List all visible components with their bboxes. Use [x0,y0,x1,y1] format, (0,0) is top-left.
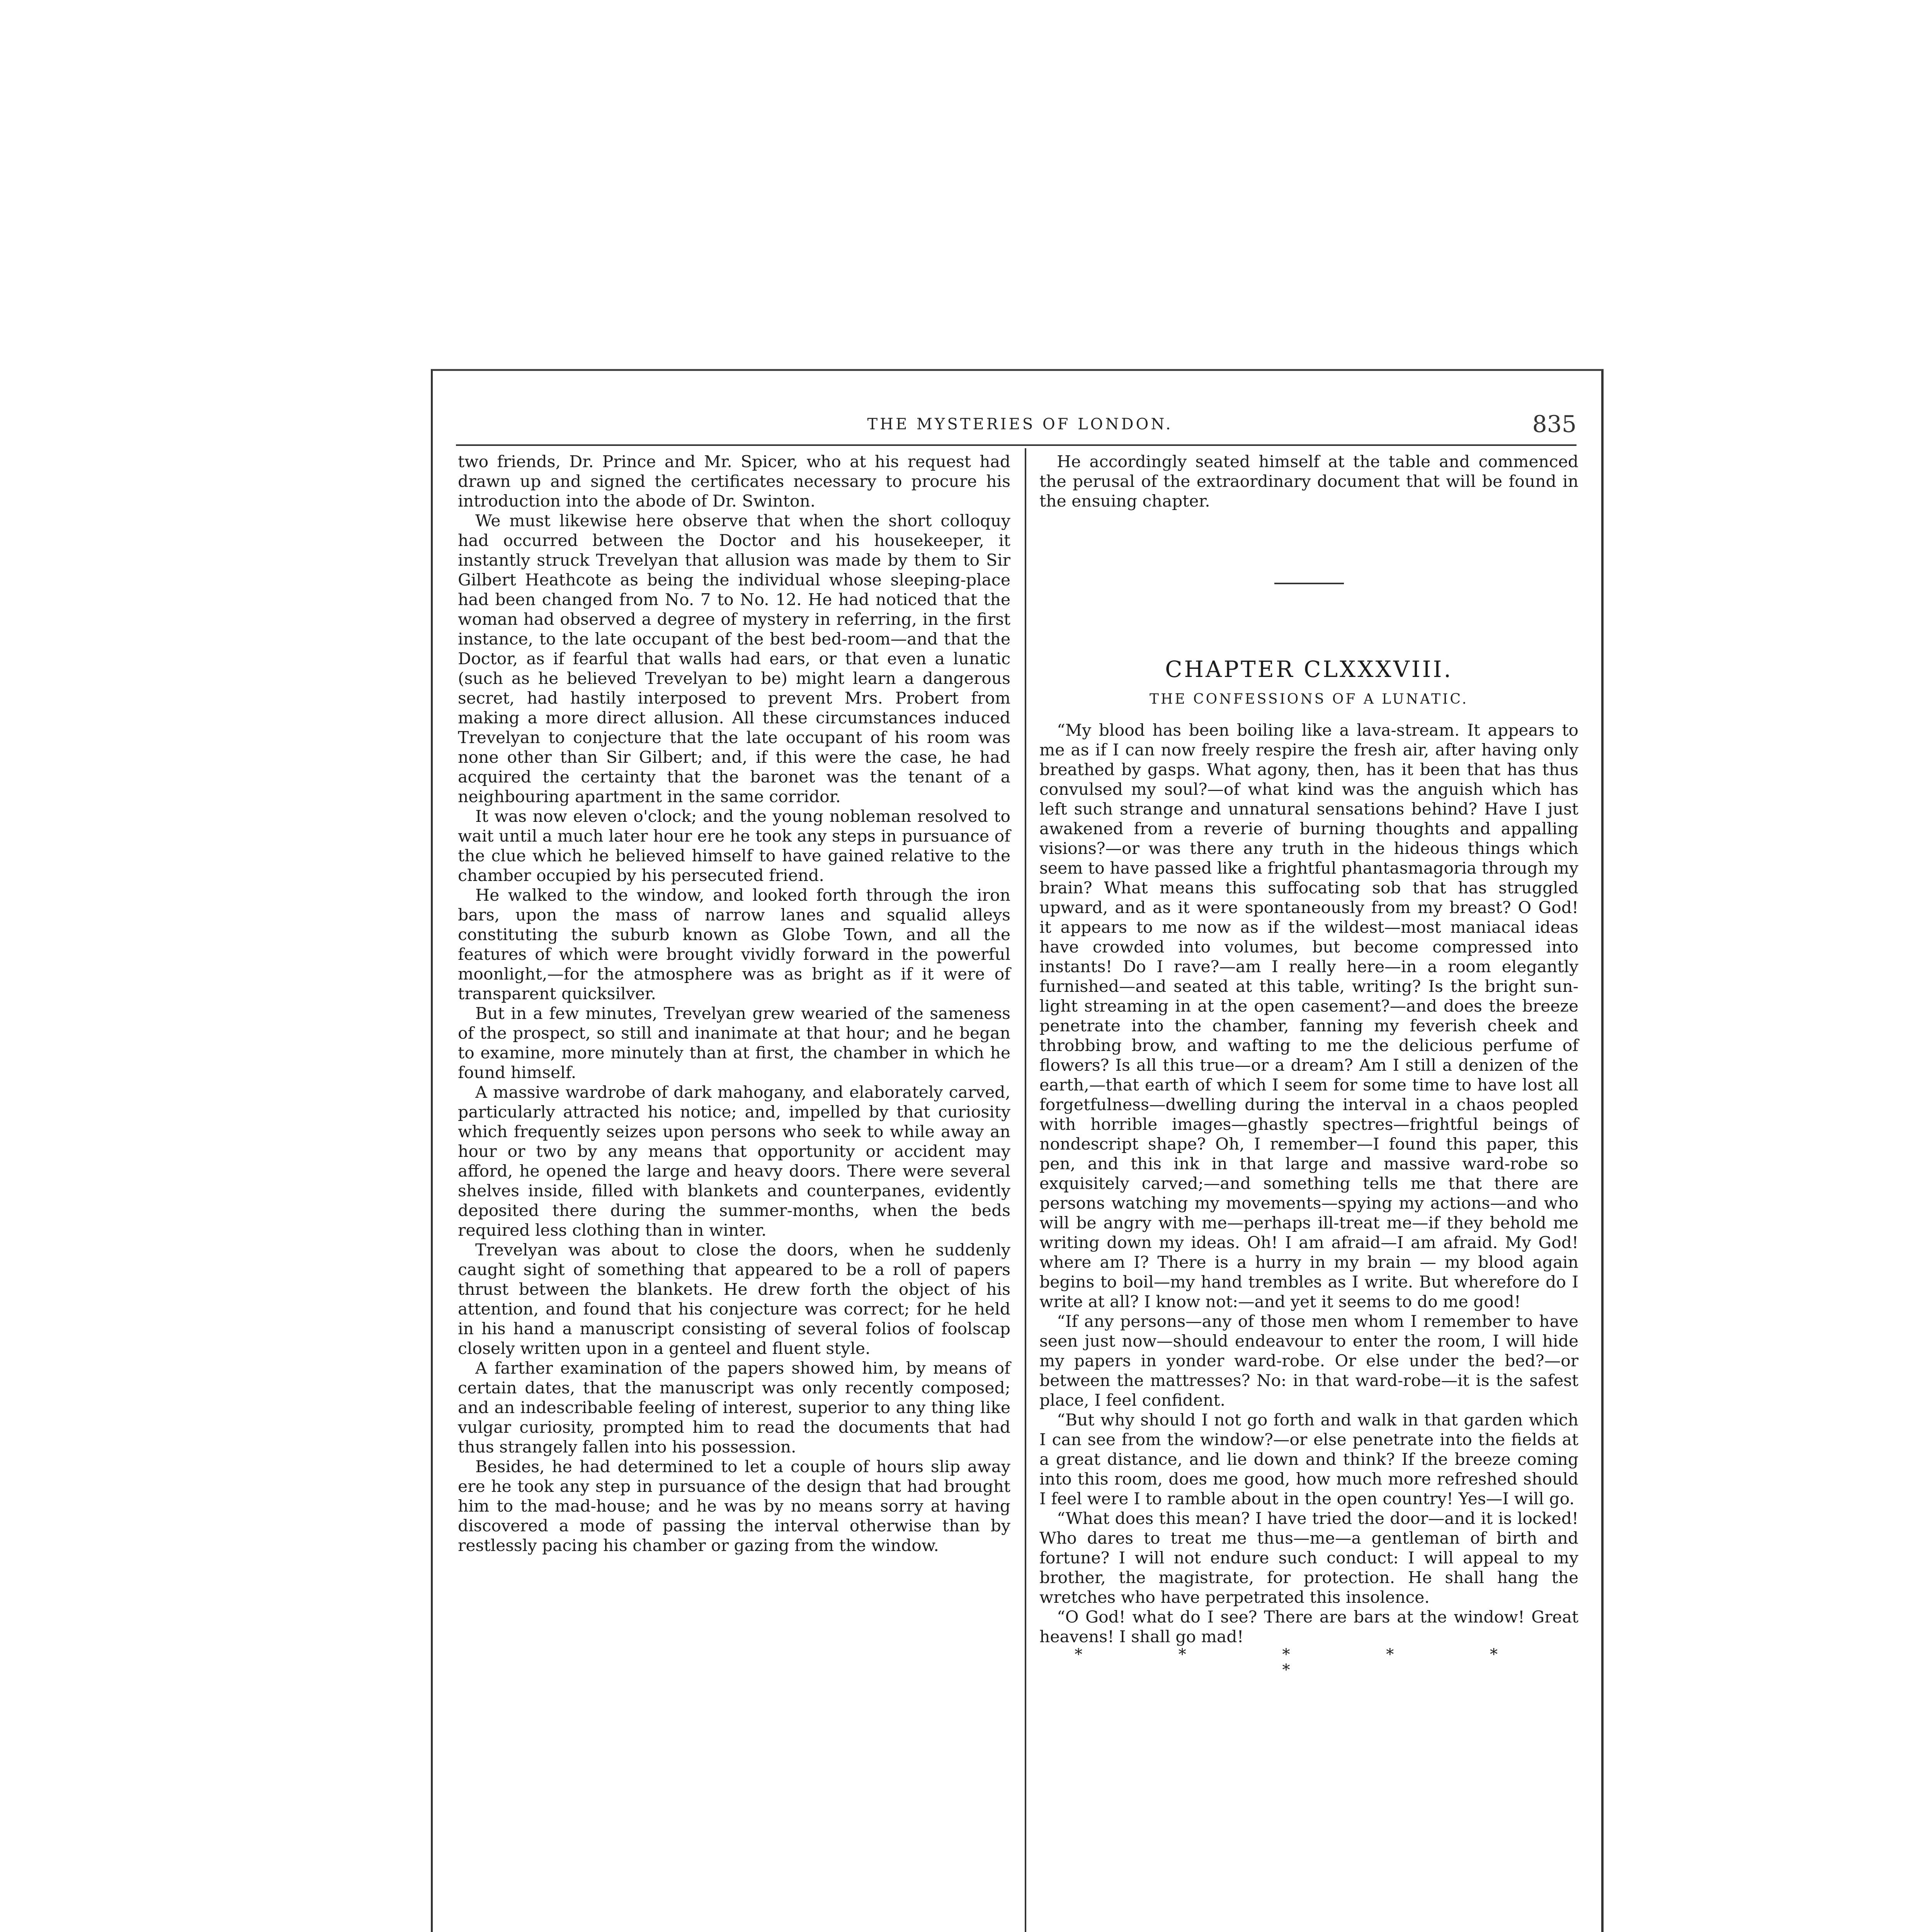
column-divider [1025,448,1026,1932]
paragraph: two friends, Dr. Prince and Mr. Spicer, who at his request had drawn up and signed the certificates necessary to procure his introduction into the abode of Dr. Swinton. [458,452,1010,511]
paragraph: We must likewise here observe that when the short colloquy had occurred between the Doctor and his housekeeper, it instantly struck Trevelyan that allusion was made by them to Sir Gilbert Heathcote as being the individual whose sleeping-place had been changed from No. 7 to No. 12. He had noticed that the woman had observed a degree of mystery in referring, in the first instance, to the late occupant of the best bed-room—and that the Doctor, as if fearful that walls had ears, or that even a lunatic (such as he believed Trevelyan to be) might learn a dangerous secret, had hastily interposed to prevent Mrs. Probert from making a more direct allusion. All these circumstances induced Trevelyan to conjecture that the late occupant of his room was none other than Sir Gilbert; and, if this were the case, he had acquired the certainty that the baronet was the tenant of a neighbouring apartment in the same corridor. [458,512,1010,806]
section-rule [1274,583,1344,584]
chapter-title: CHAPTER CLXXXVIII. [1165,656,1453,682]
intro-paragraph: He accordingly seated himself at the table and commenced the perusal of the extraordinary document that will be found in the ensuing chapter. [1039,452,1578,511]
paragraph: A farther examination of the papers showed him, by means of certain dates, that the manuscript was only recently composed; and an indescribable feeling of interest, superior to any thing like vulgar curiosity, prompted him to read the documents that had thus strangely fallen into his possession. [458,1359,1010,1457]
paragraph: “O God! what do I see? There are bars at the window! Great heavens! I shall go mad! [1039,1608,1578,1646]
page-number: 835 [1532,411,1577,438]
running-title: THE MYSTERIES OF LONDON. [867,415,1173,433]
header-rule [456,444,1577,446]
paragraph: “But why should I not go forth and walk in that garden which I can see from the window?—or else penetrate into the fields at a great distance, and lie down and think? If the breeze coming into this room, does me good, how much more refreshed should I feel were I to ramble about in the open country! Yes—I will go. [1039,1411,1578,1509]
paragraph: Trevelyan was about to close the doors, when he suddenly caught sight of something that appeared to be a roll of papers thrust between the blankets. He drew forth the object of his attention, and found that his conjecture was correct; for he held in his hand a manuscript consisting of several folios of foolscap closely written upon in a genteel and fluent style. [458,1241,1010,1358]
asterisk-break: * * * * * * [1075,1646,1543,1679]
paragraph: A massive wardrobe of dark mahogany, and elaborately carved, particularly attracted his notice; and, impelled by that curiosity which frequently seizes upon persons who seek to while away an hour or two by any means that opportunity or accident may afford, he opened the large and heavy doors. There were several shelves inside, filled with blankets and counterpanes, evidently deposited there during the summer-months, when the beds required less clothing than in winter. [458,1083,1010,1240]
chapter-subtitle: THE CONFESSIONS OF A LUNATIC. [1149,691,1469,707]
paragraph: “What does this mean? I have tried the door—and it is locked! Who dares to treat me thus—me—a gentleman of birth and fortune? I will not endure such conduct: I will appeal to my brother, the magistrate, for protection. He shall hang the wretches who have perpetrated this insolence. [1039,1509,1578,1607]
paragraph: But in a few minutes, Trevelyan grew wearied of the sameness of the prospect, so still and inanimate at that hour; and he began to examine, more minutely than at first, the chamber in which he found himself. [458,1004,1010,1082]
left-column [458,452,1010,1556]
right-column [1039,452,1578,1678]
paragraph: Besides, he had determined to let a couple of hours slip away ere he took any step in pursuance of the design that had brought him to the mad-house; and he was by no means sorry at having discovered a mode of passing the interval otherwise than by restlessly pacing his chamber or gazing from the window. [458,1458,1010,1555]
running-head [456,411,1584,442]
paragraph: It was now eleven o'clock; and the young nobleman resolved to wait until a much later hour ere he took any steps in pursuance of the clue which he believed himself to have gained relative to the chamber occupied by his persecuted friend. [458,807,1010,885]
paragraph: He walked to the window, and looked forth through the iron bars, upon the mass of narrow lanes and squalid alleys constituting the suburb known as Globe Town, and all the features of which were brought vividly forward in the powerful moonlight,—for the atmosphere was as bright as if it were of transparent quicksilver. [458,886,1010,1003]
paragraph: “If any persons—any of those men whom I remember to have seen just now—should endeavour to enter the room, I will hide my papers in yonder ward-robe. Or else under the bed?—or between the mattresses? No: in that ward-robe—it is the safest place, I feel confident. [1039,1312,1578,1410]
paragraph: “My blood has been boiling like a lava-stream. It appears to me as if I can now freely respire the fresh air, after having only breathed by gasps. What agony, then, has it been that has thus convulsed my soul?—of what kind was the anguish which has left such strange and unnatural sensations behind? Have I just awakened from a reverie of burning thoughts and appalling visions?—or was there any truth in the hideous things which seem to have passed like a frightful phantasmagoria through my brain? What means this suffocating sob that has struggled upward, and as it were spontaneously from my breast? O God! it appears to me now as if the wildest—most maniacal ideas have crowded into volumes, but become compressed into instants! Do I rave?—am I really here—in a room elegantly furnished—and seated at this table, writing? Is the bright sun-light streaming in at the open casement?—and does the breeze penetrate into the chamber, fanning my feverish cheek and throbbing brow, and wafting to me the delicious perfume of flowers? Is all this true—or a dream? Am I still a denizen of the earth,—that earth of which I seem for some time to have lost all forgetfulness—dwelling during the interval in a chaos peopled with horrible images—ghastly spectres—frightful beings of nondescript shape? Oh, I remember—I found this paper, this pen, and this ink in that large and massive ward-robe so exquisitely carved;—and something tells me that there are persons watching my movements—spying my actions—and who will be angry with me—perhaps ill-treat me—if they behold me writing down my ideas. Oh! I am afraid—I am afraid. My God! where am I? There is a hurry in my brain — my blood again begins to boil—my hand trembles as I write. But wherefore do I write at all? I know not:—and yet it seems to do me good! [1039,721,1578,1311]
